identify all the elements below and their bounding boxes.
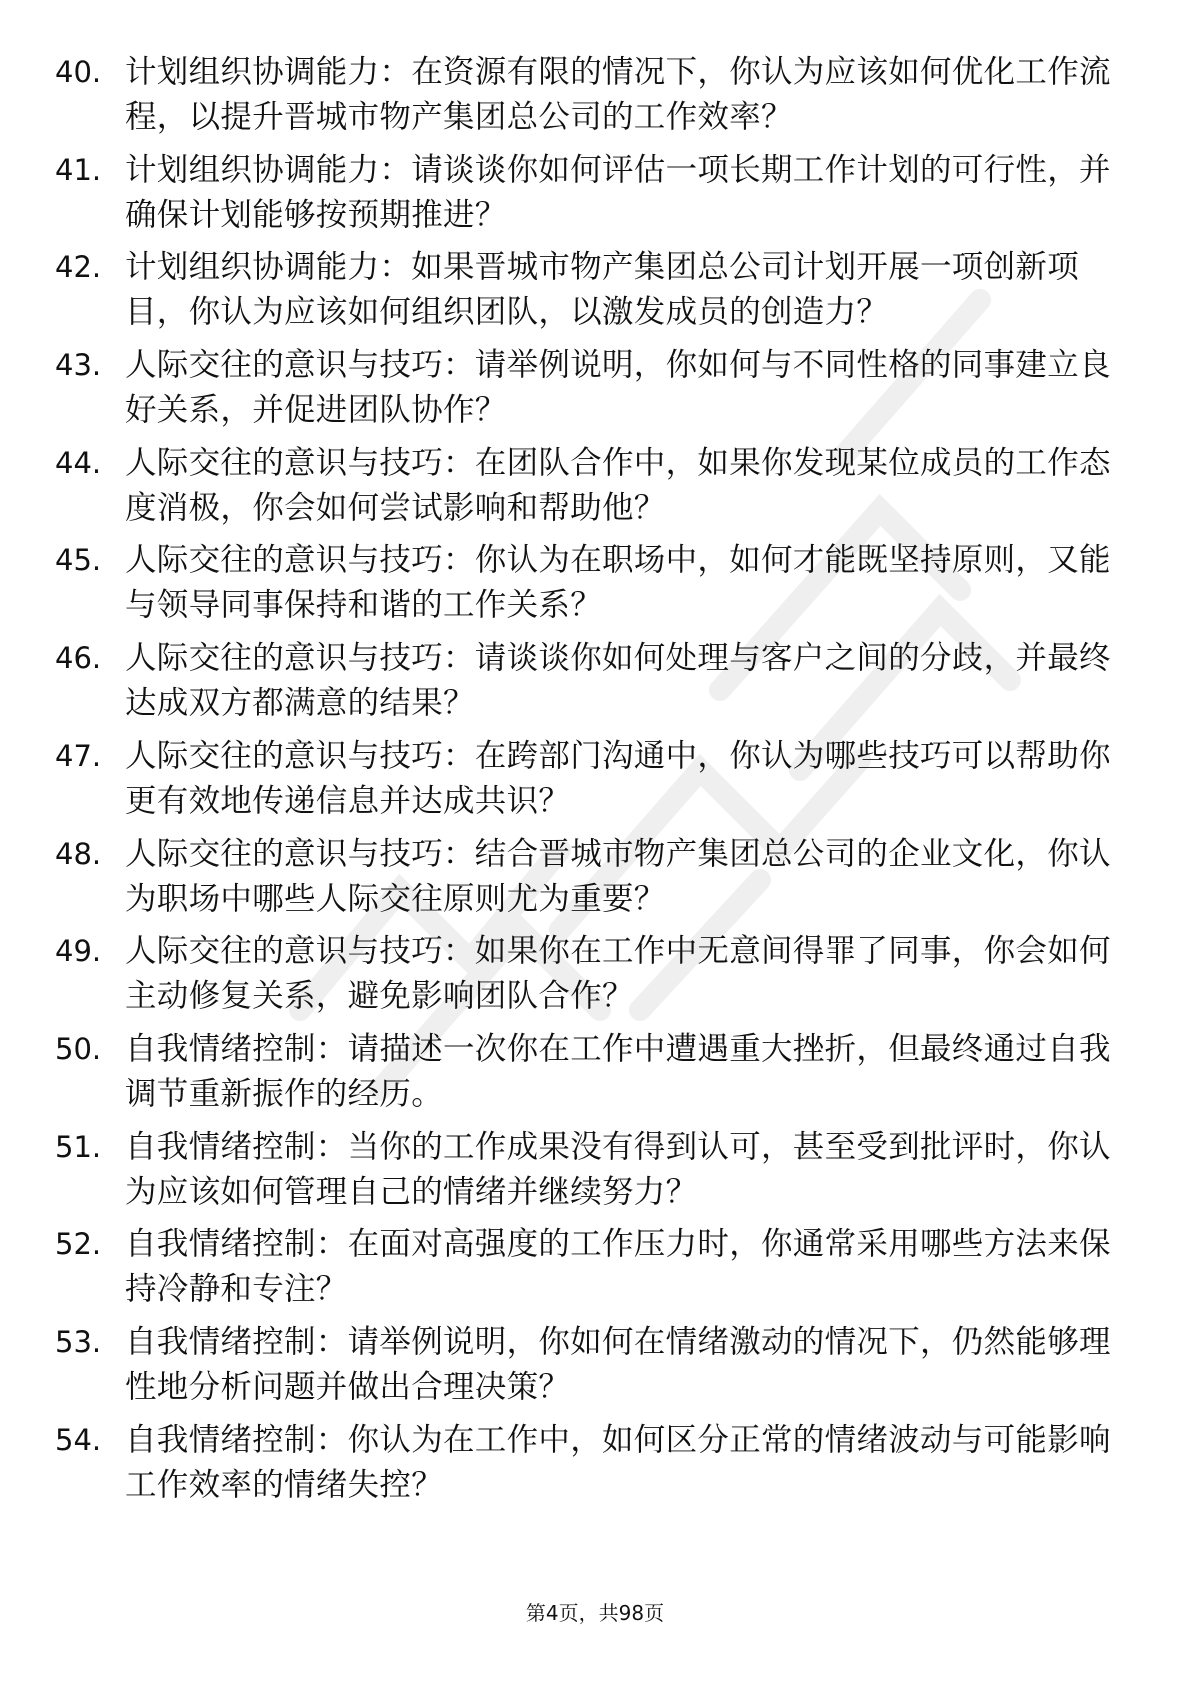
question-number: 51. [55,1129,102,1164]
question-item [55,1222,1135,1320]
question-item [55,245,1135,343]
question-number: 52. [55,1227,102,1262]
question-text: 自我情绪控制：请描述一次你在工作中遭遇重大挫折，但最终通过自我调节重新振作的经历。 [125,1030,1111,1112]
question-item [55,343,1135,441]
question-list [55,50,1135,1515]
page-number-label: 第4页，共98页 [525,1601,665,1625]
question-text: 人际交往的意识与技巧：请谈谈你如何处理与客户之间的分歧，并最终达成双方都满意的结果？ [125,640,1111,722]
question-number: 45. [55,543,102,578]
question-number: 41. [55,152,102,187]
question-item [55,1320,1135,1418]
question-text: 自我情绪控制：请举例说明，你如何在情绪激动的情况下，仍然能够理性地分析问题并做出合理决策？ [125,1323,1111,1405]
question-number: 53. [55,1324,102,1359]
question-item [55,50,1135,148]
question-text: 人际交往的意识与技巧：在跨部门沟通中，你认为哪些技巧可以帮助你更有效地传递信息并达成共识？ [125,737,1111,819]
question-text: 人际交往的意识与技巧：结合晋城市物产集团总公司的企业文化，你认为职场中哪些人际交往原则尤为重要？ [125,835,1111,917]
question-number: 48. [55,836,102,871]
question-item [55,1027,1135,1125]
question-number: 50. [55,1031,102,1066]
question-text: 计划组织协调能力：请谈谈你如何评估一项长期工作计划的可行性，并确保计划能够按预期推进？ [125,151,1111,233]
question-text: 计划组织协调能力：在资源有限的情况下，你认为应该如何优化工作流程，以提升晋城市物产集团总公司的工作效率？ [125,54,1111,135]
question-number: 54. [55,1422,102,1457]
question-number: 44. [55,445,102,480]
question-item [55,929,1135,1027]
question-item [55,441,1135,539]
question-item [55,636,1135,734]
question-item [55,1418,1135,1516]
question-number: 42. [55,250,102,285]
question-item [55,538,1135,636]
question-number: 47. [55,738,102,773]
question-item [55,832,1135,930]
question-text: 人际交往的意识与技巧：请举例说明，你如何与不同性格的同事建立良好关系，并促进团队协作？ [125,347,1111,429]
page-footer [0,1599,1190,1627]
question-text: 自我情绪控制：当你的工作成果没有得到认可，甚至受到批评时，你认为应该如何管理自己的情绪并继续努力？ [125,1128,1111,1210]
question-text: 人际交往的意识与技巧：你认为在职场中，如何才能既坚持原则，又能与领导同事保持和谐的工作关系？ [125,542,1111,624]
question-item [55,1125,1135,1223]
question-number: 43. [55,348,102,383]
question-item [55,148,1135,246]
question-number: 40. [55,55,102,89]
question-text: 自我情绪控制：你认为在工作中，如何区分正常的情绪波动与可能影响工作效率的情绪失控？ [125,1421,1111,1503]
question-number: 49. [55,934,102,969]
question-text: 自我情绪控制：在面对高强度的工作压力时，你通常采用哪些方法来保持冷静和专注？ [125,1226,1111,1308]
question-text: 计划组织协调能力：如果晋城市物产集团总公司计划开展一项创新项目，你认为应该如何组织团队，以激发成员的创造力？ [125,249,1080,331]
question-number: 46. [55,641,102,676]
question-item [55,734,1135,832]
question-text: 人际交往的意识与技巧：如果你在工作中无意间得罪了同事，你会如何主动修复关系，避免影响团队合作？ [125,933,1111,1015]
question-text: 人际交往的意识与技巧：在团队合作中，如果你发现某位成员的工作态度消极，你会如何尝试影响和帮助他？ [125,444,1111,526]
